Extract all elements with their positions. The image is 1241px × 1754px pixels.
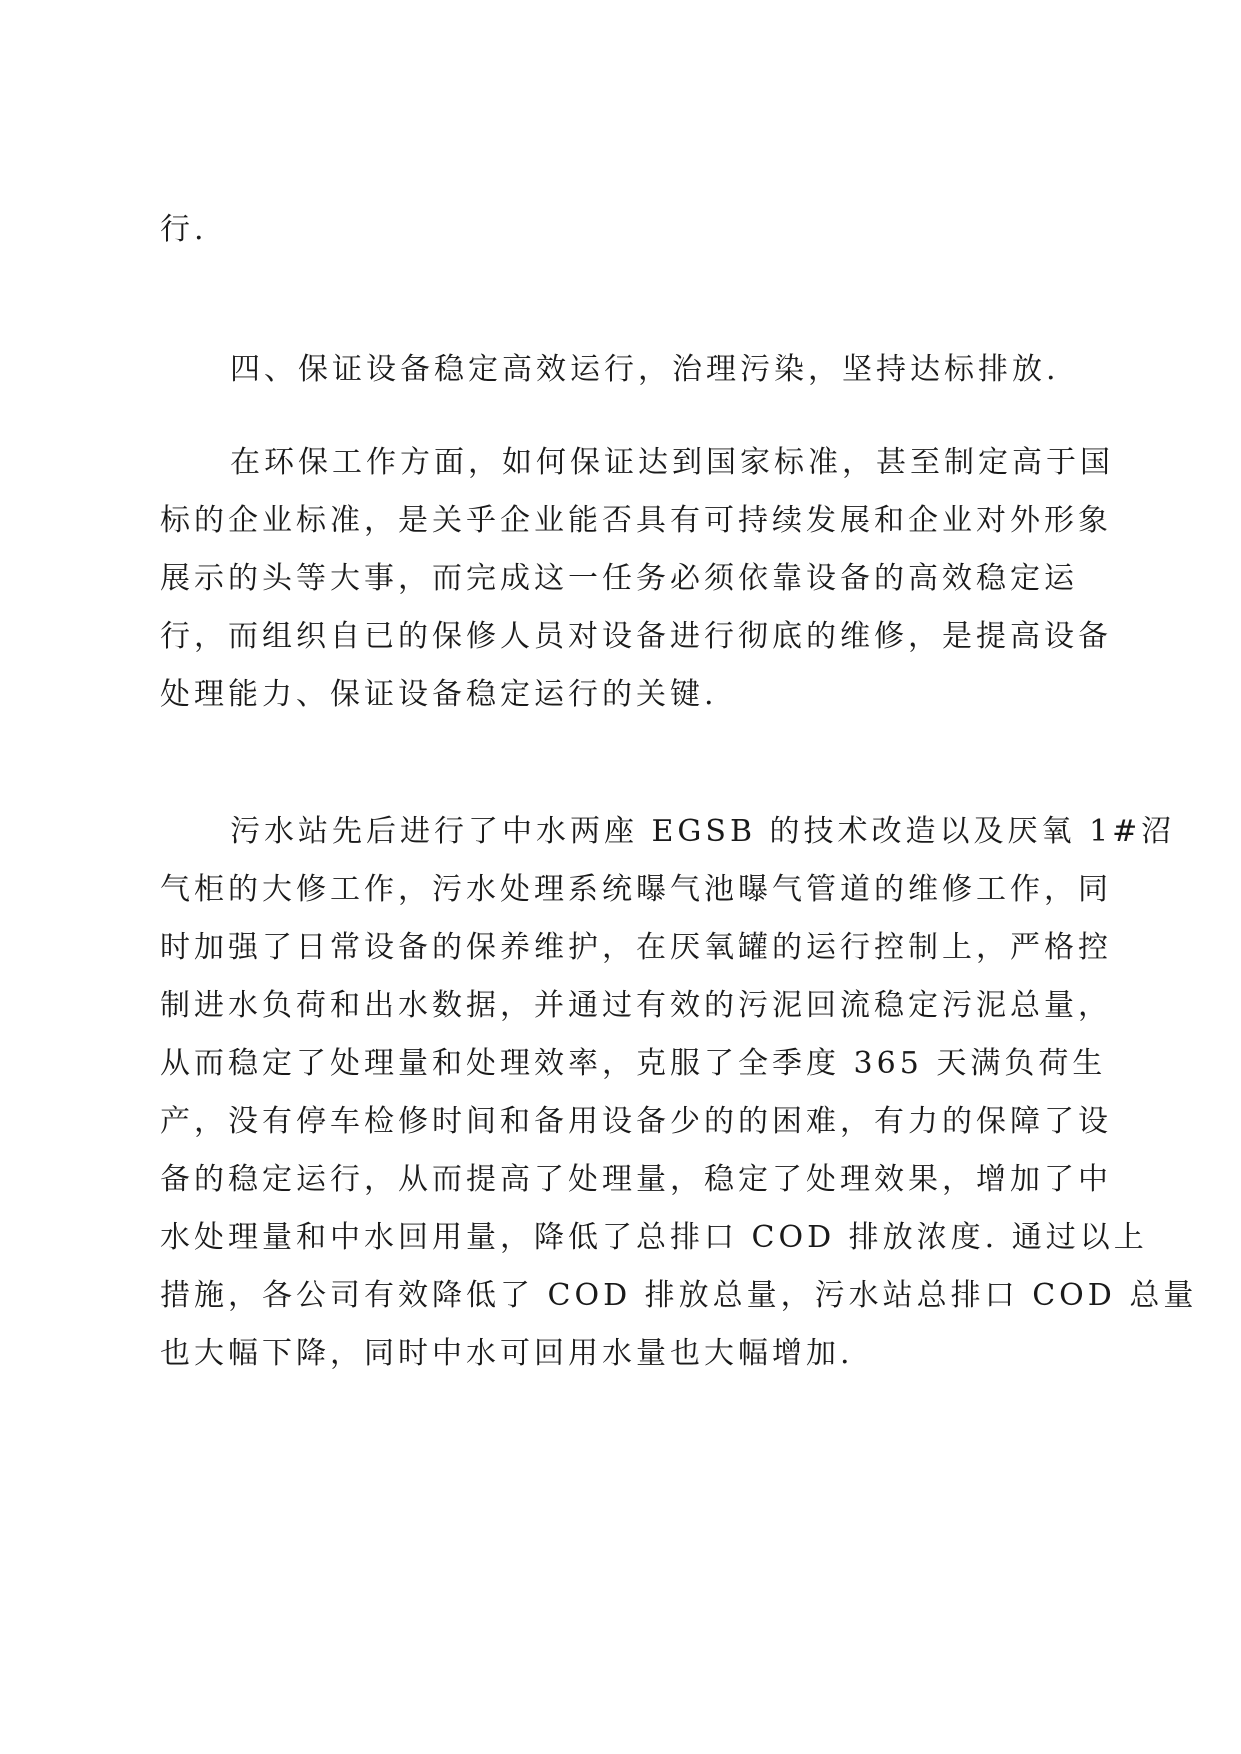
paragraph-line: 时加强了日常设备的保养维护，在厌氧罐的运行控制上，严格控 (160, 930, 1112, 965)
paragraph-line: 在环保工作方面，如何保证达到国家标准，甚至制定高于国 (230, 445, 1114, 480)
paragraph-line: 气柜的大修工作，污水处理系统曝气池曝气管道的维修工作，同 (160, 872, 1112, 907)
paragraph-line: 水处理量和中水回用量，降低了总排口 COD 排放浓度. 通过以上 (160, 1220, 1148, 1255)
section-heading: 四、保证设备稳定高效运行，治理污染，坚持达标排放. (230, 352, 1060, 387)
paragraph-line: 污水站先后进行了中水两座 EGSB 的技术改造以及厌氧 1#沼 (230, 814, 1176, 849)
paragraph-line: 措施，各公司有效降低了 COD 排放总量，污水站总排口 COD 总量 (160, 1278, 1198, 1313)
paragraph-line: 备的稳定运行，从而提高了处理量，稳定了处理效果，增加了中 (160, 1162, 1112, 1197)
paragraph-line: 处理能力、保证设备稳定运行的关键. (160, 677, 718, 712)
paragraph-line: 展示的头等大事，而完成这一任务必须依靠设备的高效稳定运 (160, 561, 1078, 596)
paragraph-line: 制进水负荷和出水数据，并通过有效的污泥回流稳定污泥总量， (160, 988, 1112, 1023)
paragraph-line: 标的企业标准，是关乎企业能否具有可持续发展和企业对外形象 (160, 503, 1112, 538)
paragraph-line: 从而稳定了处理量和处理效率，克服了全季度 365 天满负荷生 (160, 1046, 1107, 1081)
paragraph-line: 产，没有停车检修时间和备用设备少的的困难，有力的保障了设 (160, 1104, 1112, 1139)
paragraph-line: 也大幅下降，同时中水可回用水量也大幅增加. (160, 1336, 854, 1371)
paragraph-line: 行，而组织自已的保修人员对设备进行彻底的维修，是提高设备 (160, 619, 1112, 654)
fragment-line: 行. (160, 212, 208, 247)
